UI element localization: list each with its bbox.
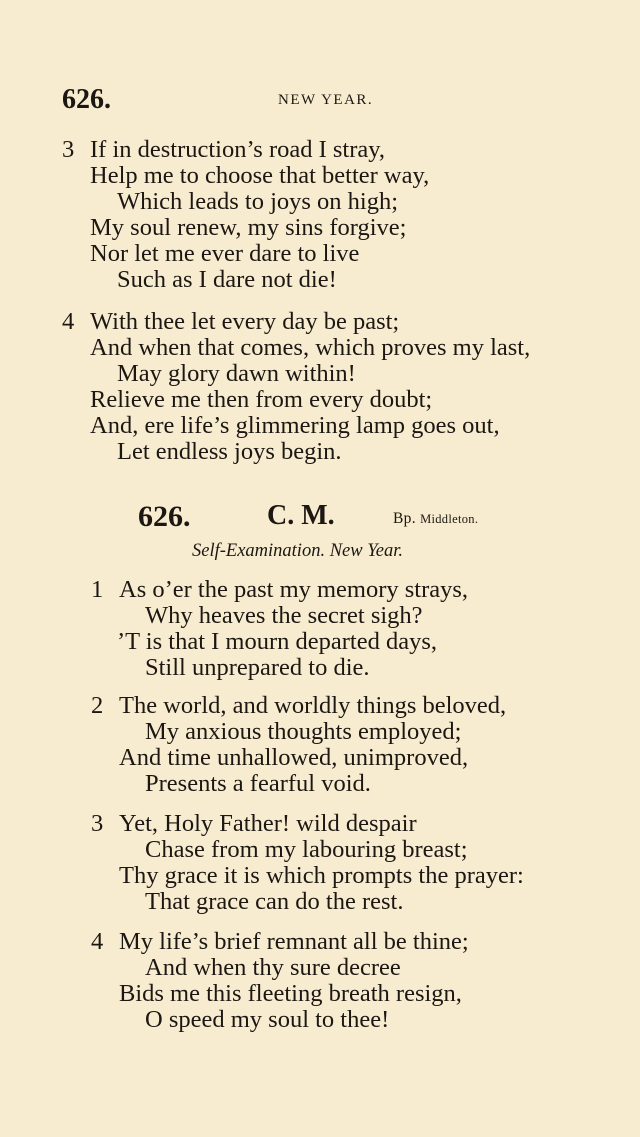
verse-line: Still unprepared to die. [145, 654, 370, 681]
running-title: NEW YEAR. [278, 92, 374, 108]
verse-line: My soul renew, my sins forgive; [90, 214, 407, 241]
verse-line: And time unhallowed, unimproved, [119, 744, 469, 771]
stanza-number: 3 [62, 136, 75, 163]
verse-line: My life’s brief remnant all be thine; [119, 928, 469, 955]
running-head [62, 84, 580, 118]
verse-line: The world, and worldly things beloved, [119, 692, 507, 719]
verse-line: May glory dawn within! [117, 360, 356, 387]
verse-line: With thee let every day be past; [90, 308, 400, 335]
verse-line: Thy grace it is which prompts the prayer: [119, 862, 524, 889]
hymn-meter: C. M. [267, 500, 335, 531]
author-prefix: Bp. [393, 510, 416, 527]
verse-line: Yet, Holy Father! wild despair [119, 810, 417, 837]
verse-line: Bids me this fleeting breath resign, [119, 980, 462, 1007]
verse-line: ’T is that I mourn departed days, [117, 628, 438, 655]
hymn-number: 626. [138, 500, 191, 533]
stanza-number: 4 [91, 928, 104, 955]
verse-line: Relieve me then from every doubt; [90, 386, 433, 413]
verse-line: Chase from my labouring breast; [145, 836, 468, 863]
verse-line: Why heaves the secret sigh? [145, 602, 423, 629]
stanza-number: 2 [91, 692, 104, 719]
page-number: 626. [62, 84, 111, 115]
verse-line: If in destruction’s road I stray, [90, 136, 386, 163]
stanza-number: 3 [91, 810, 104, 837]
hymn-author [393, 510, 478, 528]
verse-line: That grace can do the rest. [145, 888, 404, 915]
verse-line: O speed my soul to thee! [145, 1006, 390, 1033]
verse-line: And, ere life’s glimmering lamp goes out, [90, 412, 500, 439]
stanza-number: 4 [62, 308, 75, 335]
verse-line: Such as I dare not die! [117, 266, 337, 293]
verse-line: And when thy sure decree [145, 954, 401, 981]
author-name: Middleton. [420, 512, 479, 526]
verse-line: Nor let me ever dare to live [90, 240, 360, 267]
verse-line: As o’er the past my memory strays, [119, 576, 469, 603]
verse-line: Let endless joys begin. [117, 438, 342, 465]
stanza-number: 1 [91, 576, 104, 603]
verse-line: My anxious thoughts employed; [145, 718, 462, 745]
hymn-subtitle: Self-Examination. New Year. [192, 541, 404, 561]
verse-line: Which leads to joys on high; [117, 188, 399, 215]
verse-line: And when that comes, which proves my last, [90, 334, 531, 361]
verse-line: Presents a fearful void. [145, 770, 371, 797]
verse-line: Help me to choose that better way, [90, 162, 430, 189]
